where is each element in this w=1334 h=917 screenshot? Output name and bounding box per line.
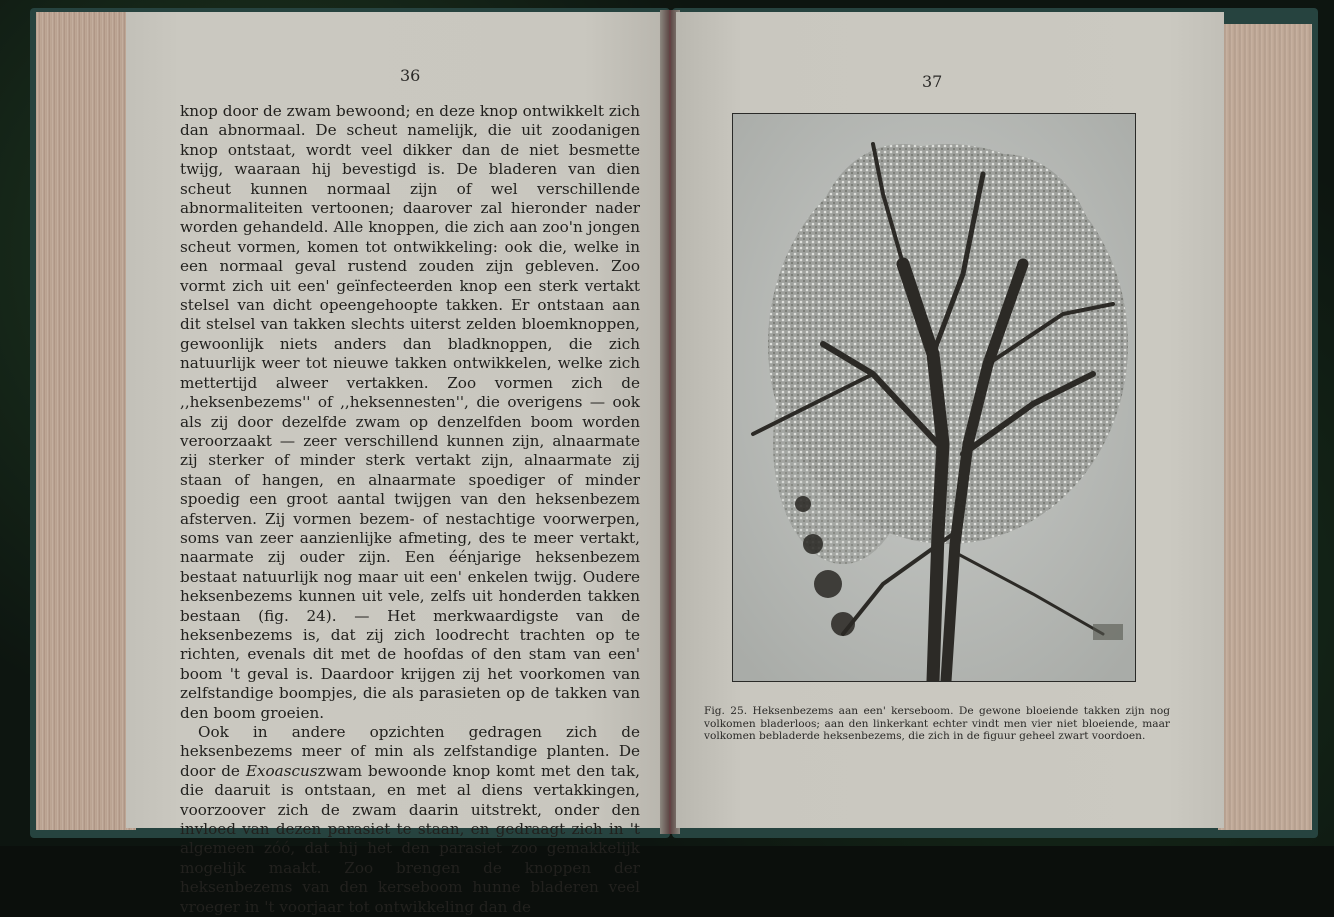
left-page-body <box>180 102 640 917</box>
right-page <box>676 12 1224 828</box>
figure-caption: Fig. 25. Heksenbezems aan een' kerseboom. De gewone bloeiende takken zijn nog volkomen bladerloos; aan den linkerkant echter vindt men vier niet bloeiende, maar volkomen bebladerde heksenbezems, die zich in de figuur geheel zwart voordoen. <box>704 705 1170 743</box>
paragraph-2-end: zwam bewoonde knop komt met den tak, die daaruit is ontstaan, en met al diens vertakkingen, voorzoover zich de zwam daarin uitstrekt, onder den invloed van dezen parasiet te staan, en gedraagt zich in 't algemeen zóó, dat hij het den parasiet zoo gemakkelijk mogelijk maakt. Zoo brengen de knoppen der heksenbezems van den kerseboom hunne bladeren veel vroeger in 't voorjaar tot ontwikkeling dan de <box>180 761 640 916</box>
paragraph-1: knop door de zwam bewoond; en deze knop ontwikkelt zich dan abnormaal. De scheut namelijk, die uit zoodanigen knop ontstaat, wordt veel dikker dan de niet besmette twijg, waaraan hij bevestigd is. De bladeren van dien scheut kunnen normaal zijn of wel verschillende abnormaliteiten vertoonen; daarover zal hieronder nader worden gehandeld. Alle knoppen, die zich aan zoo'n jongen scheut vormen, komen tot ontwikkeling: ook die, welke in een normaal geval rustend zouden zijn gebleven. Zoo vormt zich uit een' geïnfecteerden knop een sterk vertakt stelsel van dicht opeengehoopte takken. Er ontstaan aan dit stelsel van takken slechts uiterst zelden bloemknoppen, gewoonlijk niets anders dan bladknoppen, die zich natuurlijk weer tot nieuwe takken ontwikkelen, welke zich mettertijd alweer vertakken. Zoo vormen zich de ,,heksenbezems'' of ,,heksennesten'', die overigens — ook als zij door dezelfde zwam op denzelfden boom worden veroorzaakt — zeer verschillend kunnen zijn, alnaarmate zij sterker of minder sterk vertakt zijn, alnaarmate zij staan of hangen, en alnaarmate spoediger of minder spoedig een groot aantal twijgen van den heksenbezem afsterven. Zij vormen bezem- of nestachtige voorwerpen, soms van zeer aanzienlijke afmeting, des te meer vertakt, naarmate zij ouder zijn. Een éénjarige heksenbezem bestaat natuurlijk nog maar uit een' enkelen twijg. Oudere heksenbezems kunnen uit vele, zelfs uit honderden takken bestaan (fig. 24). — Het merkwaardigste van de heksenbezems is, dat zij zich loodrecht trachten op te richten, evenals dit met de hoofdas of den stam van een' boom 't geval is. Daardoor krijgen zij het voorkomen van zelfstandige boompjes, die als parasieten op de takken van den boom groeien. <box>180 102 640 722</box>
page-number-left: 36 <box>400 66 421 85</box>
page-edges-right <box>1218 24 1312 830</box>
paragraph-2-italic: Exoascus <box>245 761 318 780</box>
figure-25-photograph <box>732 113 1136 682</box>
page-edges-left <box>36 12 136 830</box>
paragraph-2-start: Ook in andere opzichten gedragen zich de heksenbezems meer of min als zelfstandige planten. De door de <box>180 723 640 780</box>
paragraph-2 <box>180 723 640 917</box>
left-page <box>126 12 666 916</box>
page-number-right: 37 <box>922 72 943 91</box>
tree-image <box>733 114 1135 681</box>
